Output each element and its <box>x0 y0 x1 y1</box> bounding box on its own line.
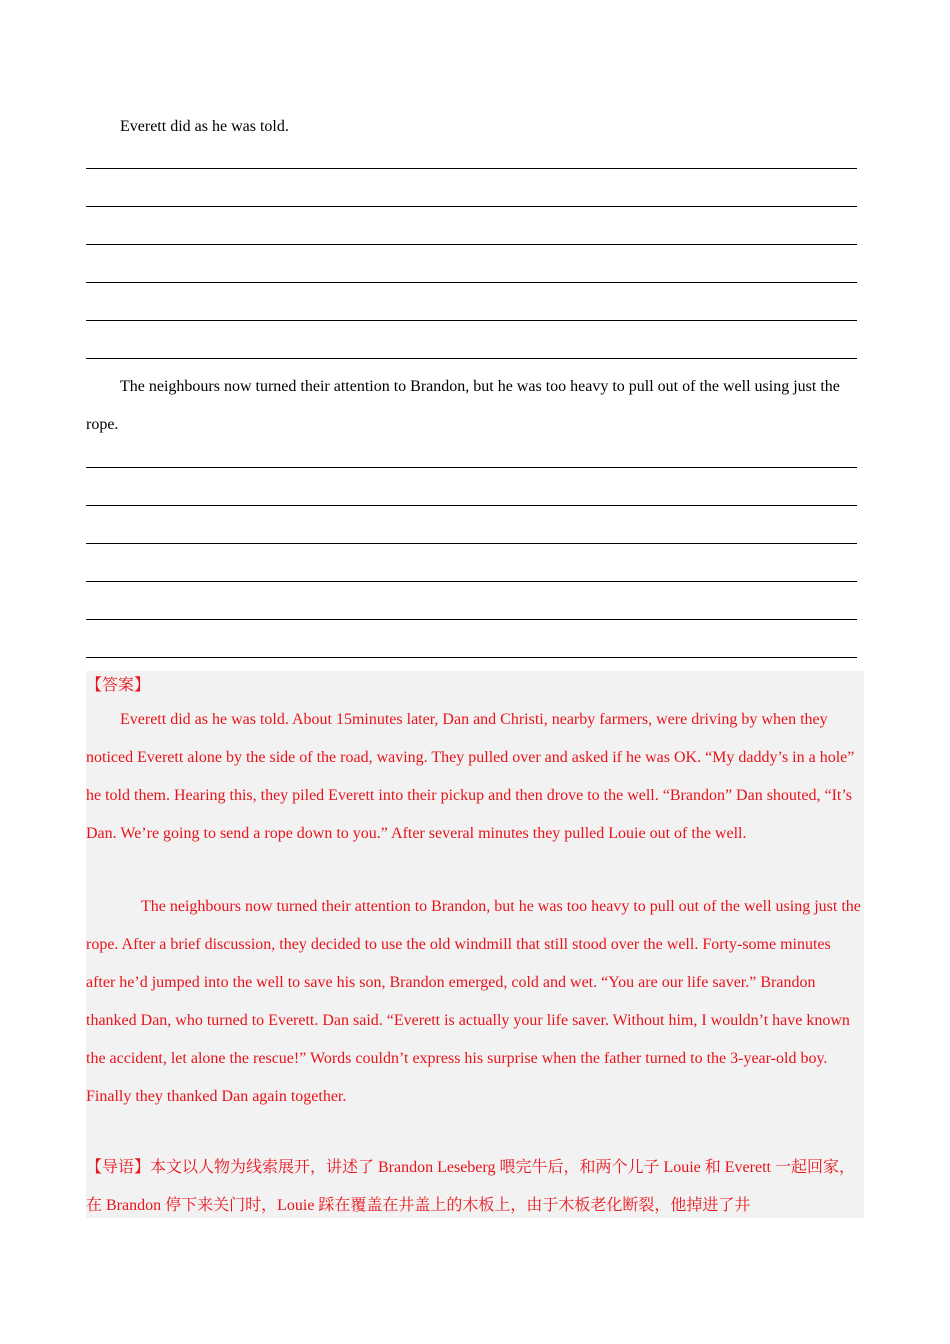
prompt-paragraph-2: The neighbours now turned their attention to Brandon, but he was too heavy to pull out of the well using just the rope. <box>86 378 840 433</box>
writing-line <box>86 168 857 169</box>
writing-line <box>86 505 857 506</box>
prompt-paragraph-1: Everett did as he was told. <box>120 118 289 135</box>
writing-line <box>86 657 857 658</box>
writing-line <box>86 244 857 245</box>
answer-paragraph-1: Everett did as he was told. About 15minutes later, Dan and Christi, nearby farmers, were driving by when they noticed Everett alone by the side of the road, waving. They pulled over and asked if he was OK. “My daddy’s in a hole” he told them. Hearing this, they piled Everett into their pickup and then drove to the well. “Brandon” Dan shouted, “It’s Dan. We’re going to send a rope down to you.” After several minutes they pulled Louie out of the well. <box>86 711 855 842</box>
guide-paragraph: 【导语】本文以人物为线索展开，讲述了 Brandon Leseberg 喂完牛后，和两个儿子 Louie 和 Everett 一起回家，在 Brandon 停下来关门时，Louie 踩在覆盖在井盖上的木板上，由于木板老化断裂，他掉进了井 <box>86 1159 855 1214</box>
writing-line <box>86 543 857 544</box>
writing-line <box>86 467 857 468</box>
answer-heading: 【答案】 <box>86 677 151 694</box>
writing-line <box>86 358 857 359</box>
writing-line <box>86 619 857 620</box>
writing-line <box>86 320 857 321</box>
writing-line <box>86 581 857 582</box>
writing-line <box>86 282 857 283</box>
writing-line <box>86 206 857 207</box>
answer-paragraph-2: The neighbours now turned their attention to Brandon, but he was too heavy to pull out of the well using just the rope. After a brief discussion, they decided to use the old windmill that still stood over the well. Forty-some minutes after he’d jumped into the well to save his son, Brandon emerged, cold and wet. “You are our life saver.” Brandon thanked Dan, who turned to Everett. Dan said. “Everett is actually your life saver. Without him, I wouldn’t have known the accident, let alone the rescue!” Words couldn’t express his surprise when the father turned to the 3-year-old boy. Finally they thanked Dan again together. <box>86 898 861 1105</box>
